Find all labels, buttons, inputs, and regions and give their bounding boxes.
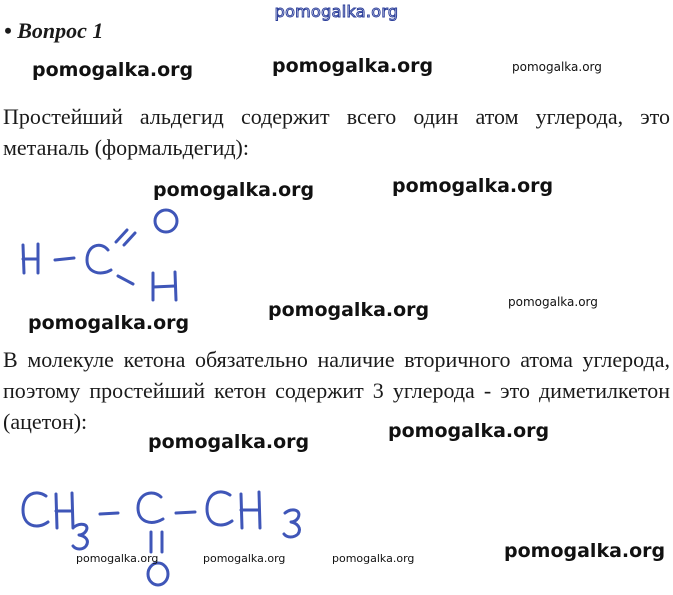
acetone-subscript-3 (73, 524, 87, 549)
formaldehyde-structure (15, 200, 195, 310)
watermark: pomogalka.org (504, 540, 666, 562)
watermark: pomogalka.org (203, 552, 286, 565)
watermark: pomogalka.org (392, 175, 554, 197)
watermark: pomogalka.org (28, 312, 190, 334)
aldehyde-paragraph: Простейший альдегид содержит всего один атом углерода, это метаналь (формальдегид): (3, 104, 670, 160)
watermark: pomogalka.org (512, 60, 602, 74)
formaldehyde-atom-c (87, 245, 111, 273)
formaldehyde-single-bond (118, 276, 133, 284)
formaldehyde-atom-o (155, 210, 177, 232)
question-title: • Вопрос 1 (4, 18, 104, 43)
acetone-atom-o (148, 563, 168, 585)
formaldehyde-double-bond (124, 233, 135, 245)
watermark: pomogalka.org (332, 552, 415, 565)
formaldehyde-atom-h-left (23, 244, 38, 273)
acetone-atom-c (207, 492, 232, 525)
ketone-paragraph: В молекуле кетона обязательно наличие вторичного атома углерода, поэтому простейший кетон содержит 3 углерода - это диметилкетон (ацетон): (3, 347, 670, 434)
watermark: pomogalka.org (272, 55, 434, 77)
formaldehyde-single-bond (55, 258, 74, 260)
watermark: pomogalka.org (76, 552, 159, 565)
site-watermark: pomogalka.org (274, 2, 399, 21)
watermark: pomogalka.org (153, 179, 315, 201)
watermark: pomogalka.org (388, 420, 550, 442)
acetone-single-bond (100, 513, 118, 514)
acetone-atom-c-central (138, 493, 163, 522)
watermark: pomogalka.org (148, 431, 310, 453)
formaldehyde-double-bond (116, 230, 127, 242)
acetone-atom-h (56, 493, 73, 528)
acetone-atom-c (23, 493, 48, 526)
watermark: pomogalka.org (268, 299, 430, 321)
acetone-single-bond (176, 512, 195, 513)
watermark: pomogalka.org (32, 59, 194, 81)
formaldehyde-atom-h-right (153, 272, 176, 300)
acetone-atom-h (241, 492, 260, 528)
acetone-subscript-3 (284, 510, 299, 537)
watermark: pomogalka.org (508, 295, 598, 309)
acetone-structure (15, 480, 315, 590)
